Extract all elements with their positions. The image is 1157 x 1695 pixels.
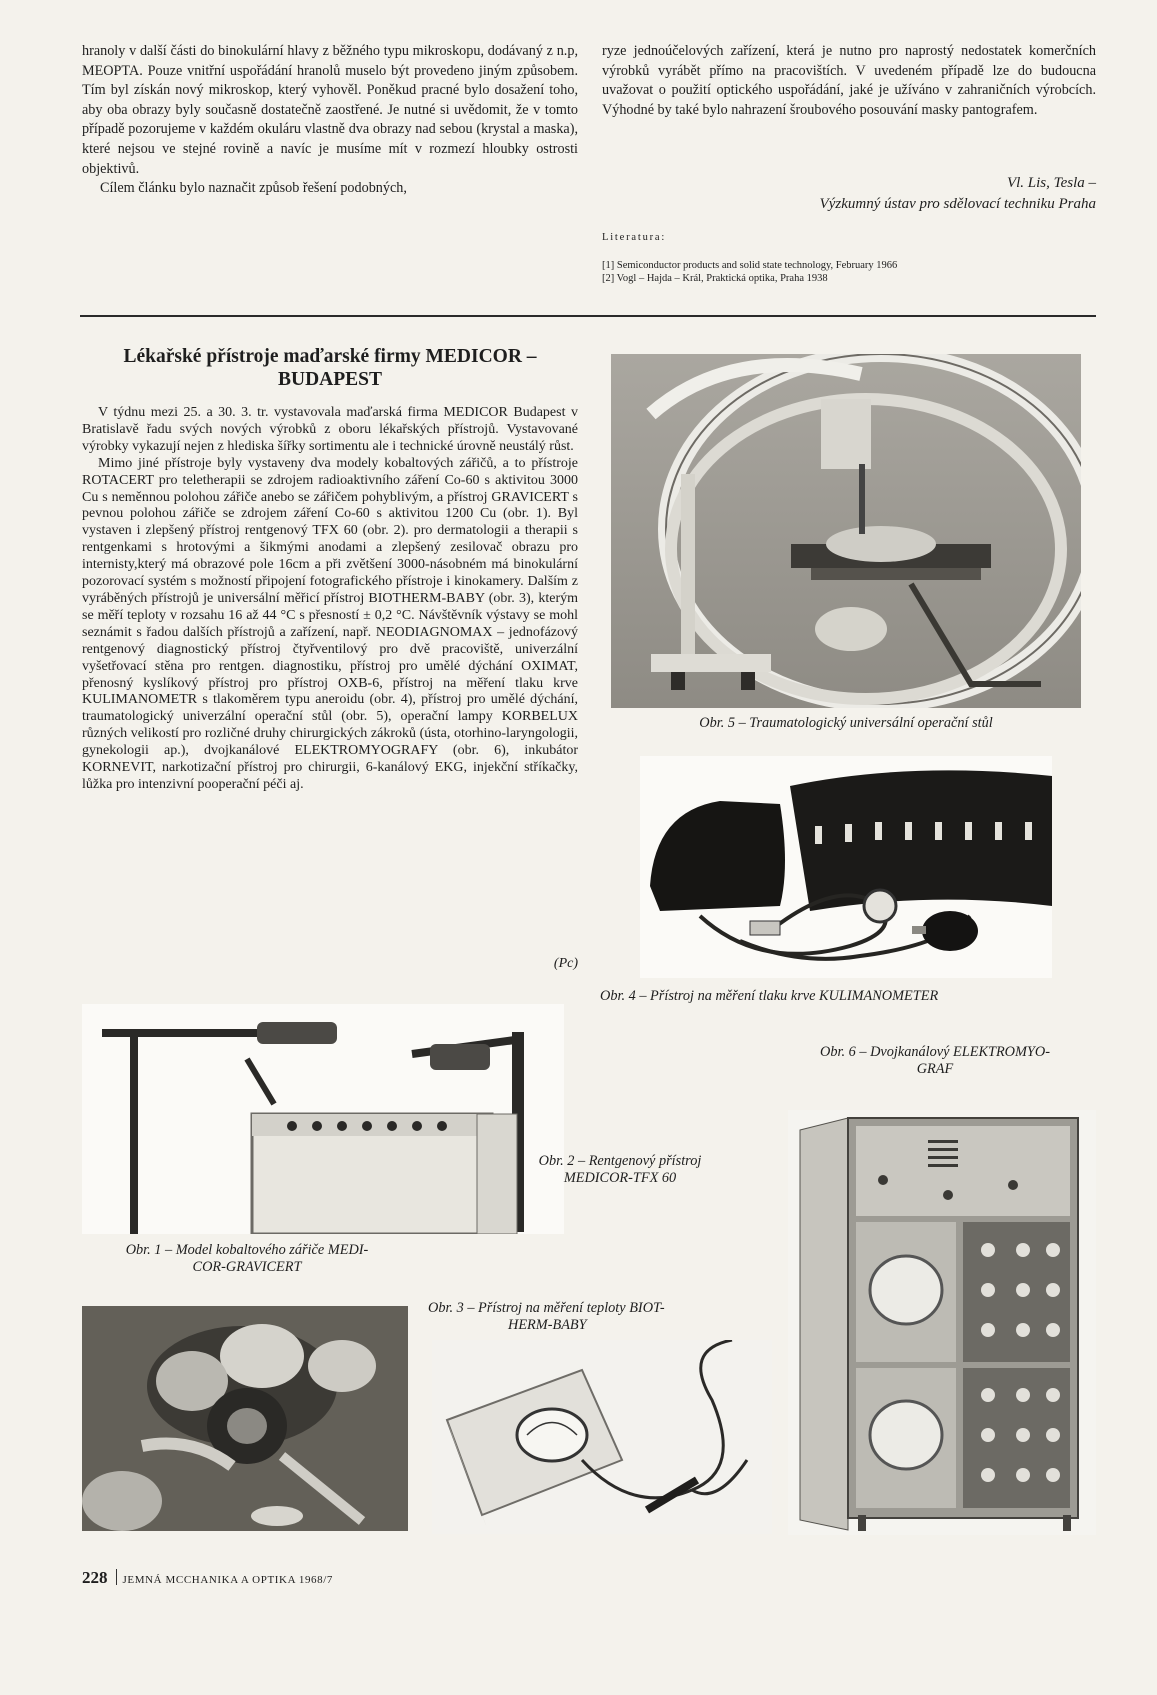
page-number: 228 — [82, 1568, 108, 1587]
figure-3-thermometer-photo — [432, 1340, 772, 1534]
figure-4-blood-pressure-meter-photo — [640, 756, 1052, 978]
author-signature — [602, 173, 1096, 215]
figure-1-caption — [82, 1242, 412, 1276]
article-title-line-2: BUDAPEST — [277, 369, 383, 390]
figure-5-caption: Obr. 5 – Traumatologický universální operační stůl — [699, 715, 993, 731]
top-right-paragraph: ryze jednoúčelových zařízení, která je nutno pro naprostý nedostatek komerčních výrobků vyrábět přímo na pracovištích. V uvedeném případě lze do budoucna uvažovat o použití optického uspořádání, jaké je užíváno v zahraničních výrobcích. Výhodné by také bylo nahrazení šroubového posouvání masky pantografem. — [602, 43, 1096, 118]
literature-label: Literatura: — [602, 232, 667, 243]
figure-5-operating-table-photo — [611, 354, 1081, 708]
figure-1-caption-line-2: COR-GRAVICERT — [192, 1259, 302, 1275]
figure-2-caption-line-1: Obr. 2 – Rentgenový přístroj — [538, 1153, 702, 1169]
figure-2-xray-device-photo — [82, 1004, 564, 1234]
article-author-tag: (Pc) — [553, 956, 578, 971]
references-list — [602, 259, 1096, 285]
figure-3-caption-line-1: Obr. 3 – Přístroj na měření teploty BIOT- — [428, 1300, 665, 1316]
figure-1-caption-line-1: Obr. 1 – Model kobaltového zářiče MEDI- — [125, 1242, 369, 1258]
top-right-column — [602, 42, 1096, 120]
article-paragraph-1: V týdnu mezi 25. a 30. 3. tr. vystavovala maďarská firma MEDICOR Budapest v Bratislavě řadu svých nových výrobků z oboru lékařských přístrojů. Vystavované výrobky vykazují nejen z hlediska šířky sortimentu ale i technické úrovně neustálý růst. — [82, 405, 578, 454]
section-divider — [80, 315, 1096, 317]
top-left-paragraph-1: hranoly v další části do binokulární hlavy z běžného typu mikroskopu, dodávaný z n.p, MEOPTA. Pouze vnitřní uspořádání hranolů muselo být provedeno jiným způsobem. Tím byl získán nový mikroskop, který vyhověl. Poněkud pracné bylo dosažení toho, aby oba obrazy byly současně dostatečně zaostřené. Je nutné si uvědomit, že v tomto případě pozorujeme v každém okuláru vlastně dva obrazy nad sebou (krystal a maska), které nejsou ve stejné rovině a navíc je musíme mít v rozmezí hloubky ostrosti objektivů. — [82, 43, 578, 177]
article-title-line-1: Lékařské přístroje maďarské firmy MEDICOR – — [123, 346, 537, 367]
journal-name: JEMNÁ MCCHANIKA A OPTIKA 1968/7 — [122, 1574, 334, 1586]
page-footer — [82, 1568, 333, 1588]
figure-3-caption-line-2: HERM-BABY — [508, 1317, 587, 1333]
signature-line-2: Výzkumný ústav pro sdělovací techniku Praha — [819, 196, 1096, 212]
reference-1: [1] Semiconductor products and solid state technology, February 1966 — [602, 260, 898, 271]
figure-6-electromyograph-photo — [788, 1110, 1096, 1535]
figure-3-caption — [428, 1300, 768, 1334]
figure-6-caption-line-2: GRAF — [916, 1061, 954, 1077]
figure-1-cobalt-emitter-photo — [82, 1306, 408, 1531]
top-left-column — [82, 42, 578, 199]
figure-6-caption — [775, 1044, 1095, 1078]
figure-6-caption-line-1: Obr. 6 – Dvojkanálový ELEKTROMYO- — [820, 1044, 1050, 1060]
article-title — [82, 345, 578, 391]
figure-4-caption: Obr. 4 – Přístroj na měření tlaku krve KULIMANOMETER — [600, 988, 939, 1004]
signature-line-1: Vl. Lis, Tesla – — [1006, 175, 1096, 191]
reference-2: [2] Vogl – Hajda – Král, Praktická optika, Praha 1938 — [602, 273, 828, 284]
article-body — [82, 405, 578, 794]
figure-2-caption-line-2: MEDICOR-TFX 60 — [563, 1170, 677, 1186]
figure-2-caption — [505, 1153, 735, 1187]
footer-separator — [116, 1569, 117, 1585]
top-left-paragraph-2: Cílem článku bylo naznačit způsob řešení podobných, — [100, 180, 407, 197]
article-paragraph-2: Mimo jiné přístroje byly vystaveny dva modely kobaltových zářičů, a to přístroje ROTACERT pro teletherapii se zdrojem radioaktivního záření Co-60 s aktivitou 3000 Cu s neměnnou polohou zářiče anebo se zářičem pohyblivým, a přístroj GRAVICERT s pevnou polohou zářiče se zdrojem záření Co-60 s aktivitou 1200 Cu (obr. 1). Byl vystaven i zlepšený přístroj rentgenový TFX 60 (obr. 2). pro dermatologii a therapii s rentgenkami s hrotovými a šikmými anodami a zlepšený zesilovač obrazu pro internisty,který má obrazové pole 16cm a při zvětšení 3000-násobném má binokulární pozorovací systém s možností připojení fotografického přístroje i kinokamery. Dalším z vyráběných přístrojů je universální měřicí přístroj BIOTHERM-BABY (obr. 3), kterým se měří teploty v rozsahu 16 až 44 °C s přesností ± 0,2 °C. Návštěvník výstavy se mohl seznámit s řadou dalších přístrojů a zařízení, např. NEODIAGNOMAX – jednofázový rentgenový diagnostický přístroj čtyřventilový pro dvě pracoviště, univerzální vyšetřovací stěna pro rentgen. diagnostiku, přístroj pro umělé dýchání OXIMAT, přenosný kyslíkový přístroj pro přístroj OXB-6, přístroj na měření tlaku krve KULIMANOMETR s tlakoměrem typu aneroidu (obr. 4), přístroj pro umělé dýchání, traumatologický univerzální operační stůl (obr. 5), operační lampy KORBELUX různých velikostí pro rozličné druhy chirurgických zákroků (ústa, otorhino-laryngologii, gynekologii ap.), dvojkanálové ELEKTROMYOGRAFY (obr. 6), inkubátor KORNEVIT, narkotizační přístroj pro chirurgii, 6-kanálový EKG, injekční stříkačky, lůžka pro intenzivní pooperační péči aj. — [82, 455, 578, 792]
